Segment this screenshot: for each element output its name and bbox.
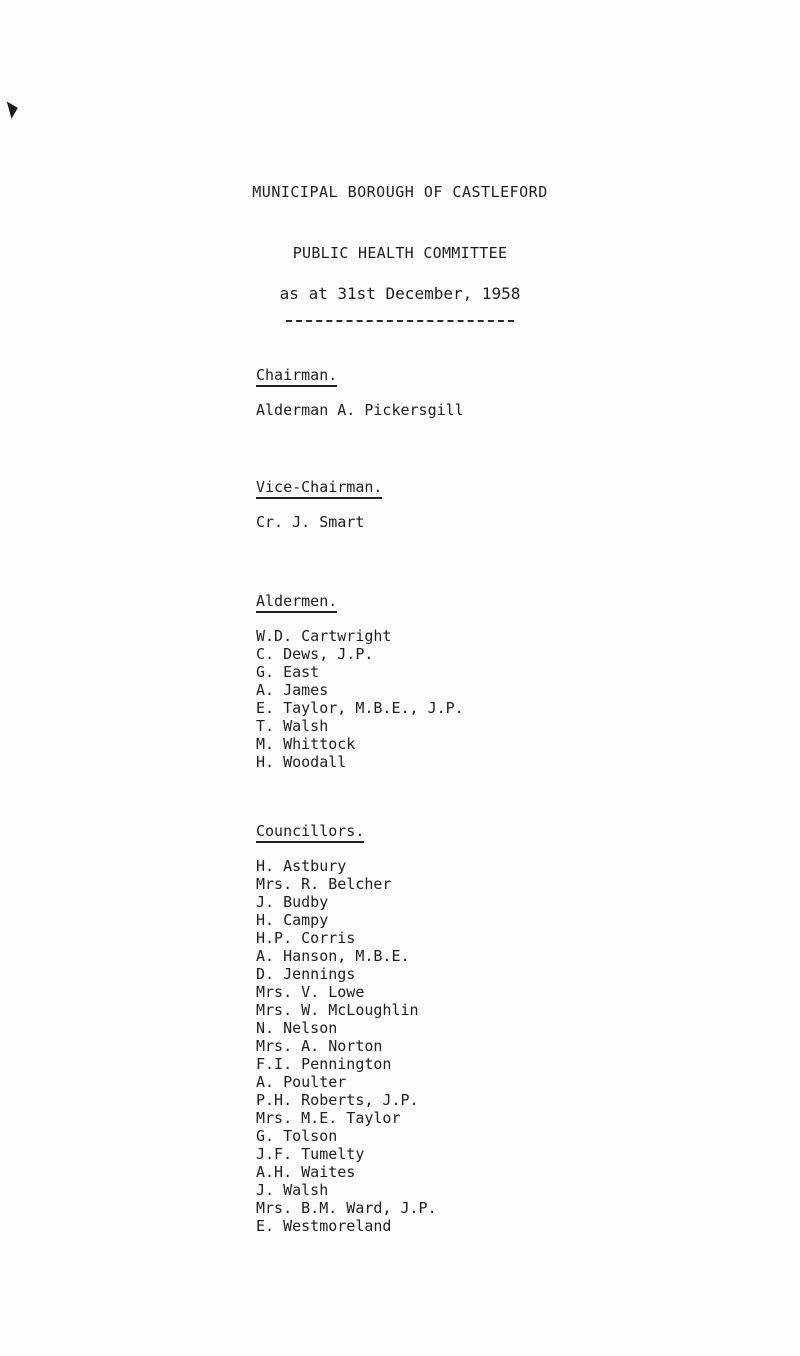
councillors-heading: Councillors. (256, 822, 364, 843)
list-item: E. Taylor, M.B.E., J.P. (256, 699, 464, 717)
list-item: D. Jennings (256, 965, 356, 983)
list-item: Mrs. V. Lowe (256, 983, 365, 1001)
list-item: H.P. Corris (256, 929, 356, 947)
list-item: Mrs. M.E. Taylor (256, 1109, 401, 1127)
list-item: E. Westmoreland (256, 1217, 392, 1235)
chairman-section (256, 366, 464, 419)
vice-chairman-name: Cr. J. Smart (256, 513, 365, 531)
margin-mark-icon (7, 99, 20, 119)
list-item: Mrs. R. Belcher (256, 875, 392, 893)
vice-chairman-heading: Vice-Chairman. (256, 478, 382, 499)
list-item: A. Poulter (256, 1073, 347, 1091)
councillors-list (256, 857, 437, 1235)
list-item: A. Hanson, M.B.E. (256, 947, 410, 965)
committee-title: PUBLIC HEALTH COMMITTEE (292, 244, 508, 262)
list-item: Mrs. W. McLoughlin (256, 1001, 419, 1019)
list-item: J.F. Tumelty (256, 1145, 365, 1163)
as-at-date: as at 31st December, 1958 (279, 284, 521, 303)
aldermen-list (256, 627, 464, 771)
list-item: F.I. Pennington (256, 1055, 392, 1073)
list-item: A.H. Waites (256, 1163, 356, 1181)
chairman-heading: Chairman. (256, 366, 337, 387)
list-item: G. East (256, 663, 320, 681)
list-item: J. Walsh (256, 1181, 329, 1199)
list-item: H. Woodall (256, 753, 347, 771)
list-item: Mrs. B.M. Ward, J.P. (256, 1199, 437, 1217)
list-item: Mrs. A. Norton (256, 1037, 383, 1055)
list-item: G. Tolson (256, 1127, 338, 1145)
dashed-divider (286, 320, 514, 322)
councillors-section (256, 822, 437, 1235)
list-item: M. Whittock (256, 735, 356, 753)
list-item: H. Campy (256, 911, 329, 929)
list-item: T. Walsh (256, 717, 329, 735)
list-item: C. Dews, J.P. (256, 645, 374, 663)
list-item: P.H. Roberts, J.P. (256, 1091, 419, 1109)
list-item: J. Budby (256, 893, 329, 911)
vice-chairman-section (256, 478, 382, 531)
chairman-name: Alderman A. Pickersgill (256, 401, 464, 419)
list-item: W.D. Cartwright (256, 627, 392, 645)
list-item: H. Astbury (256, 857, 347, 875)
document-title: MUNICIPAL BOROUGH OF CASTLEFORD (252, 183, 548, 201)
list-item: A. James (256, 681, 329, 699)
aldermen-section (256, 592, 464, 771)
list-item: N. Nelson (256, 1019, 338, 1037)
aldermen-heading: Aldermen. (256, 592, 337, 613)
